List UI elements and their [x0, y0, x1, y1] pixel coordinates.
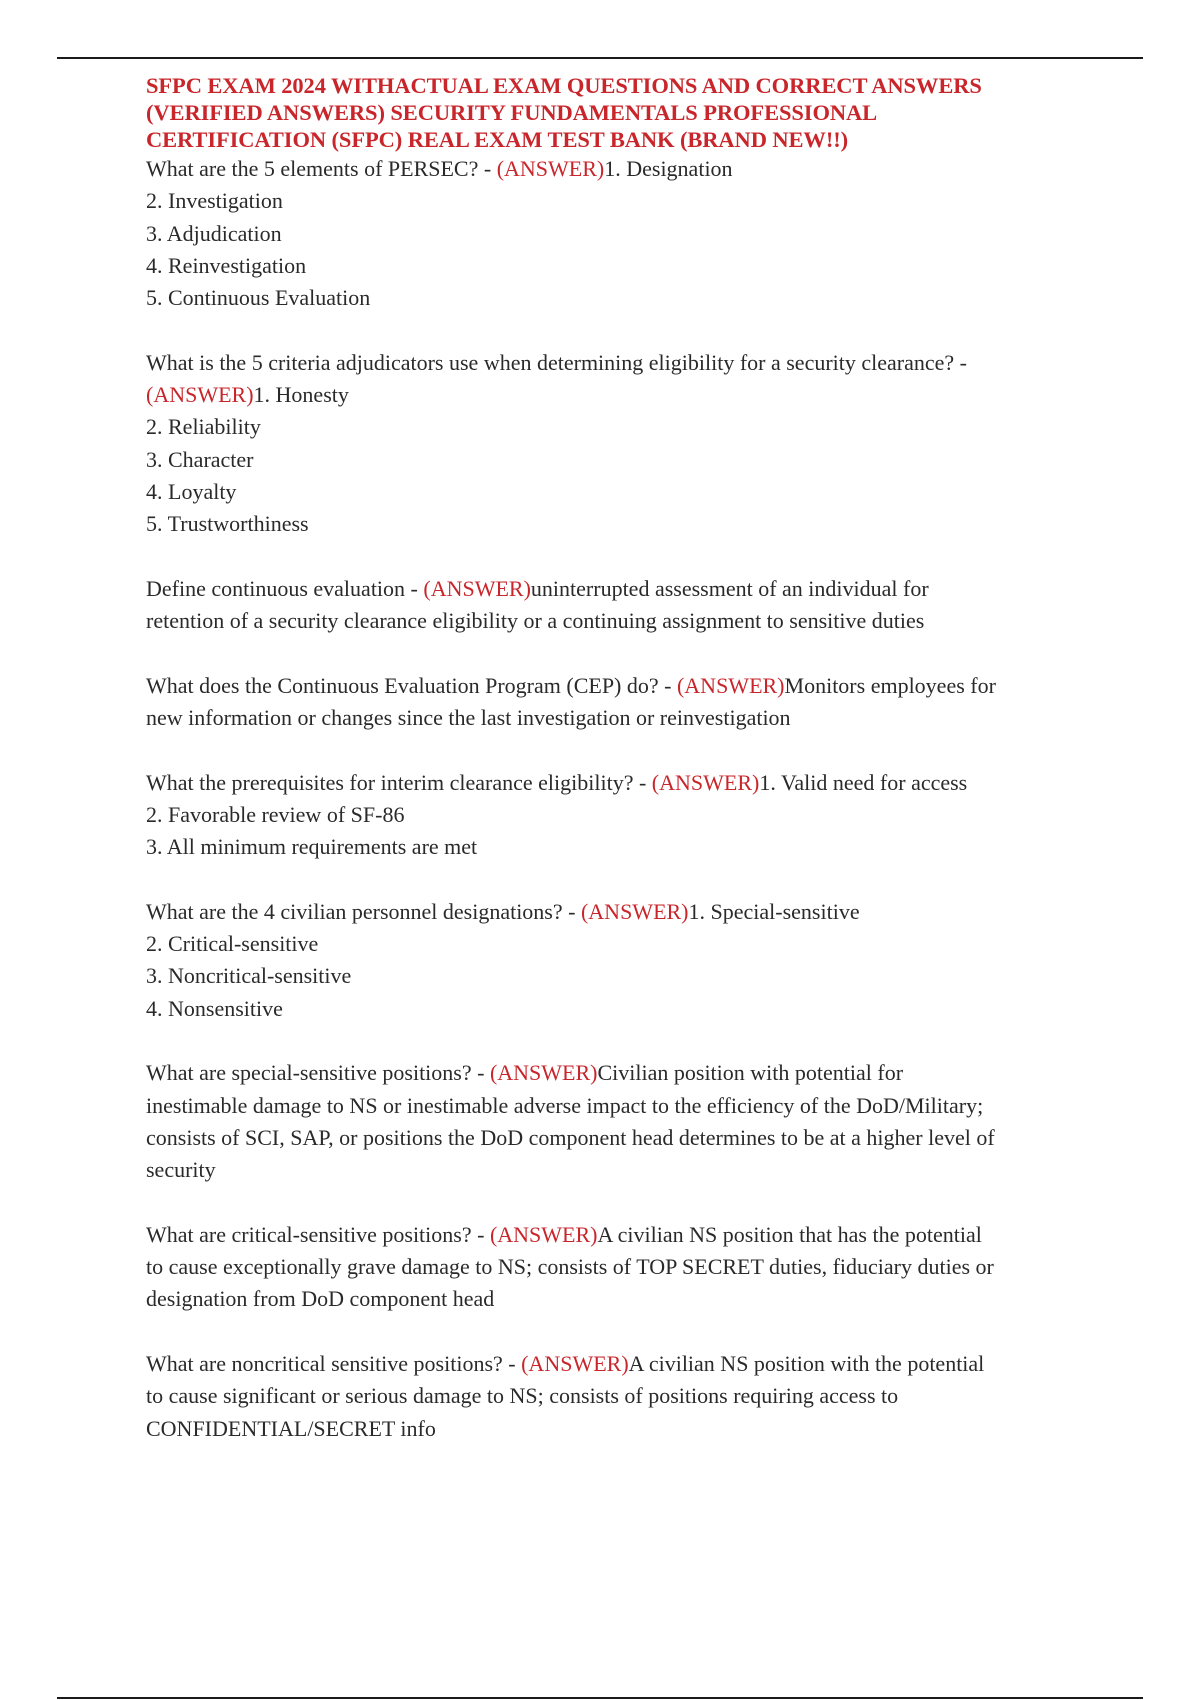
answer-tag: (ANSWER): [676, 672, 785, 698]
qa-item-cep: [146, 670, 1091, 735]
qa-item-interim-clearance: [146, 767, 1091, 864]
answer-line: security: [146, 1157, 216, 1183]
answer-line: to cause exceptionally grave damage to NS; consists of TOP SECRET duties, fiduciary duties or: [146, 1254, 994, 1280]
answer-line: new information or changes since the last investigation or reinvestigation: [146, 705, 791, 731]
answer-line: 2. Critical-sensitive: [146, 931, 319, 957]
answer-line: CONFIDENTIAL/SECRET info: [146, 1415, 436, 1441]
answer-text: Civilian position with potential for: [597, 1060, 904, 1086]
answer-tag: (ANSWER): [496, 156, 605, 181]
answer-tag: (ANSWER): [489, 1221, 598, 1247]
answer-line: inestimable damage to NS or inestimable adverse impact to the efficiency of the DoD/Military;: [146, 1092, 984, 1118]
answer-tag: (ANSWER): [580, 898, 689, 924]
answer-text: Monitors employees for: [784, 672, 996, 698]
question-text: What the prerequisites for interim clearance eligibility? -: [146, 769, 652, 795]
answer-line: 2. Favorable review of SF-86: [146, 801, 405, 827]
answer-text: A civilian NS position with the potential: [628, 1350, 985, 1376]
qa-item-special-sensitive: [146, 1057, 1091, 1186]
answer-line: 4. Loyalty: [146, 478, 237, 504]
answer-line: 2. Investigation: [146, 188, 283, 214]
answer-text: 1. Special-sensitive: [688, 898, 860, 924]
answer-tag: (ANSWER): [521, 1350, 629, 1376]
question-text: What are critical-sensitive positions? -: [146, 1221, 490, 1247]
answer-line: 2. Reliability: [146, 414, 261, 440]
title-line: SFPC EXAM 2024 WITHACTUAL EXAM QUESTIONS AND CORRECT ANSWERS: [146, 73, 982, 98]
question-text: What are special-sensitive positions? -: [146, 1060, 490, 1086]
qa-item-critical-sensitive: [146, 1219, 1091, 1316]
answer-tag: (ANSWER): [423, 575, 531, 601]
answer-line: 3. All minimum requirements are met: [146, 834, 478, 860]
answer-text: 1. Honesty: [253, 382, 349, 408]
title-line: (VERIFIED ANSWERS) SECURITY FUNDAMENTALS PROFESSIONAL: [146, 100, 878, 125]
answer-line: 5. Continuous Evaluation: [146, 285, 371, 311]
answer-line: 3. Character: [146, 446, 254, 472]
document-title: [146, 72, 1091, 153]
answer-line: retention of a security clearance eligibility or a continuing assignment to sensitive duties: [146, 608, 925, 634]
document-body: [146, 72, 1091, 1477]
answer-line: 4. Nonsensitive: [146, 995, 283, 1021]
question-text: What is the 5 criteria adjudicators use when determining eligibility for a security clearance? -: [146, 349, 968, 375]
qa-item-adjudication-criteria: [146, 347, 1091, 541]
answer-text: 1. Designation: [604, 156, 733, 181]
answer-tag: (ANSWER): [146, 382, 254, 408]
answer-text: 1. Valid need for access: [759, 769, 968, 795]
answer-tag: (ANSWER): [651, 769, 760, 795]
qa-item-continuous-evaluation: [146, 573, 1091, 638]
question-text: What does the Continuous Evaluation Program (CEP) do? -: [146, 672, 677, 698]
bottom-rule: [57, 1697, 1143, 1699]
qa-item-noncritical-sensitive: [146, 1348, 1091, 1445]
answer-line: designation from DoD component head: [146, 1286, 495, 1312]
answer-line: to cause significant or serious damage to NS; consists of positions requiring access to: [146, 1383, 899, 1409]
top-rule: [57, 57, 1143, 59]
question-text: What are the 5 elements of PERSEC? -: [146, 156, 497, 181]
title-line: CERTIFICATION (SFPC) REAL EXAM TEST BANK (BRAND NEW!!): [146, 127, 848, 152]
answer-text: A civilian NS position that has the potential: [597, 1221, 982, 1247]
answer-line: 3. Noncritical-sensitive: [146, 963, 352, 989]
question-text: What are noncritical sensitive positions? -: [146, 1350, 522, 1376]
qa-item-persec-elements: [146, 153, 1091, 314]
answer-line: consists of SCI, SAP, or positions the DoD component head determines to be at a higher level of: [146, 1124, 995, 1150]
answer-tag: (ANSWER): [489, 1060, 598, 1086]
answer-text: uninterrupted assessment of an individual for: [530, 575, 929, 601]
answer-line: 5. Trustworthiness: [146, 511, 309, 537]
answer-line: 3. Adjudication: [146, 220, 282, 246]
answer-line: 4. Reinvestigation: [146, 252, 307, 278]
question-text: Define continuous evaluation -: [146, 575, 424, 601]
question-text: What are the 4 civilian personnel designations? -: [146, 898, 581, 924]
qa-item-civilian-designations: [146, 896, 1091, 1025]
